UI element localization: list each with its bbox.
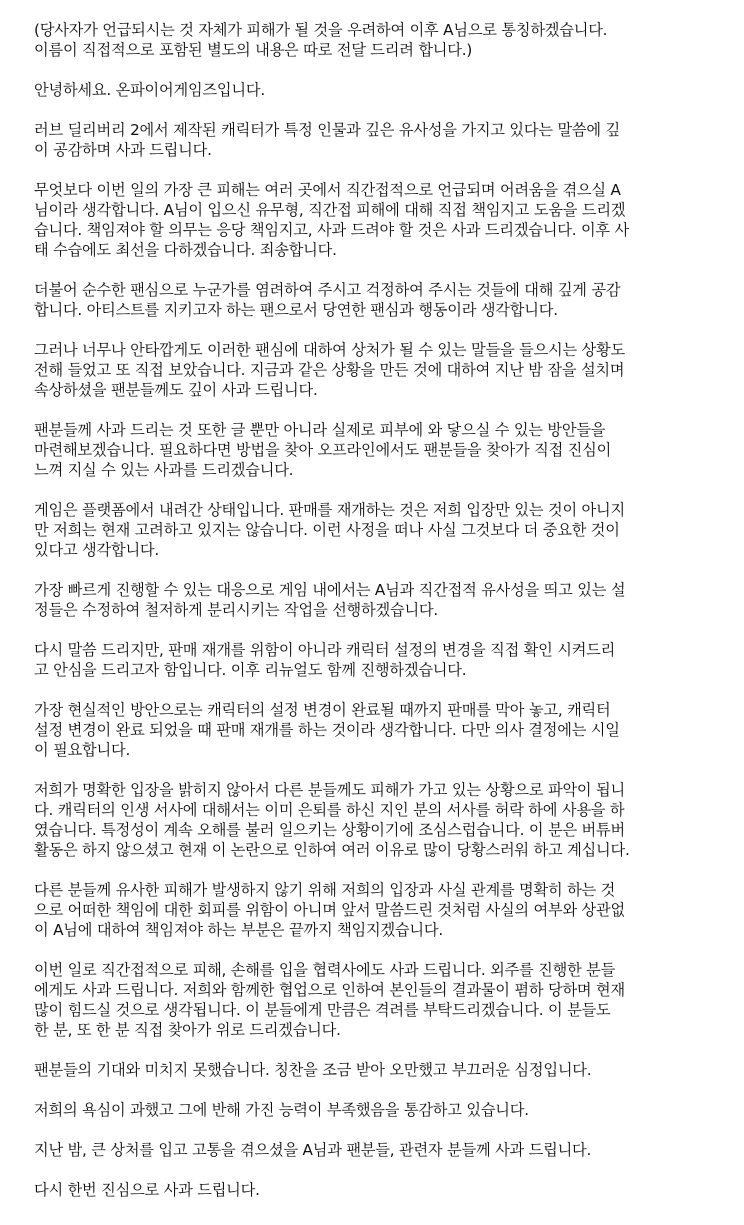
paragraph-setting-revision: 가장 빠르게 진행할 수 있는 대응으로 게임 내에서는 A님과 직간접적 유사성을 띄고 있는 설 정들은 수정하여 철저하게 분리시키는 작업을 선행하겠습니다. <box>34 581 626 619</box>
paragraph-reflection: 저희의 욕심이 과했고 그에 반해 가진 능력이 부족했음을 통감하고 있습니다. <box>34 1101 529 1119</box>
paragraph-greeting: 안녕하세요. 온파이어게임즈입니다. <box>34 81 265 99</box>
paragraph-game-status: 게임은 플랫폼에서 내려간 상태입니다. 판매를 재개하는 것은 저희 입장만 있는 것이 아니지 만 저희는 현재 고려하고 있지는 않습니다. 이런 사정을 떠나 사실 그것보다 더 중요한 것이 있다고 생각합니다. <box>34 501 625 559</box>
paragraph-expectations: 팬분들의 기대와 미치지 못했습니다. 칭찬을 조금 받아 오만했고 부끄러운 심정입니다. <box>34 1061 592 1079</box>
paragraph-responsibility: 다른 분들께 유사한 피해가 발생하지 않기 위해 저희의 입장과 사실 관계를 명확히 하는 것 으로 어떠한 책임에 대한 회피를 위함이 아니며 앞서 말씀드린 것처럼 사실의 여부와 상관없 이 A님에 대하여 책임져야 하는 부분은 끝까지 책임지겠습니다. <box>34 881 625 939</box>
paragraph-renewal: 다시 말씀 드리지만, 판매 재개를 위함이 아니라 캐릭터 설정의 변경을 직접 확인 시켜드리 고 안심을 드리고자 함입니다. 이후 리뉴얼도 함께 진행하겠습니다. <box>34 641 616 679</box>
paragraph-preface: (당사자가 언급되시는 것 자체가 피해가 될 것을 우려하여 이후 A님으로 통칭하겠습니다. 이름이 직접적으로 포함된 별도의 내용은 따로 전달 드리려 합니다.) <box>34 21 608 59</box>
paragraph-fan-apology-plan: 팬분들께 사과 드리는 것 또한 글 뿐만 아니라 실제로 피부에 와 닿으실 수 있는 방안들을 마련해보겠습니다. 필요하다면 방법을 찾아 오프라인에서도 팬분들을 찾아가 직접 진심이 느껴 지실 수 있는 사과를 드리겠습니다. <box>34 421 612 479</box>
paragraph-clarification: 저희가 명확한 입장을 밝히지 않아서 다른 분들께도 피해가 가고 있는 상황으로 파악이 됩니 다. 캐릭터의 인생 서사에 대해서는 이미 은퇴를 하신 지인 분의 서사를 허락 하에 사용을 하 였습니다. 특정성이 계속 오해를 불러 일으키는 상황이기에 조심스럽습니다. 이 분은 버튜버 활동은 하지 않으셨고 현재 이 논란으로 인하여 여러 이유로 많이 당황스러워 하고 계십니다. <box>34 781 630 859</box>
paragraph-fan-empathy: 더불어 순수한 팬심으로 누군가를 염려하여 주시고 걱정하여 주시는 것들에 대해 깊게 공감 합니다. 아티스트를 지키고자 하는 팬으로서 당연한 팬심과 행동이라 생각합니다. <box>34 281 621 319</box>
statement-document <box>34 20 734 1200</box>
paragraph-partners-apology: 이번 일로 직간접적으로 피해, 손해를 입을 협력사에도 사과 드립니다. 외주를 진행한 분들 에게도 사과 드립니다. 저희와 함께한 협업으로 인하여 본인들의 결과물이 폄하 당하며 현재 많이 힘드실 것으로 생각됩니다. 이 분들에게 만큼은 격려를 부탁드리겠습니다. 이 분들도 한 분, 또 한 분 직접 찾아가 위로 드리겠습니다. <box>34 961 625 1039</box>
paragraph-apology-intro: 러브 딜리버리 2에서 제작된 캐릭터가 특정 인물과 깊은 유사성을 가지고 있다는 말씀에 깊 이 공감하며 사과 드립니다. <box>34 121 620 159</box>
paragraph-closing: 다시 한번 진심으로 사과 드립니다. <box>34 1181 260 1199</box>
paragraph-last-night: 지난 밤, 큰 상처를 입고 고통을 겪으셨을 A님과 팬분들, 관련자 분들께 사과 드립니다. <box>34 1141 592 1159</box>
paragraph-sales-plan: 가장 현실적인 방안으로는 캐릭터의 설정 변경이 완료될 때까지 판매를 막아 놓고, 캐릭터 설정 변경이 완료 되었을 때 판매 재개를 하는 것이라 생각합니다. 다만 의사 결정에는 시일 이 필요합니다. <box>34 701 620 759</box>
paragraph-fan-hurt: 그러나 너무나 안타깝게도 이러한 팬심에 대하여 상처가 될 수 있는 말들을 들으시는 상황도 전해 들었고 또 직접 보았습니다. 지금과 같은 상황을 만든 것에 대하여 지난 밤 잠을 설치며 속상하셨을 팬분들께도 깊이 사과 드립니다. <box>34 341 625 399</box>
paragraph-victim-responsibility: 무엇보다 이번 일의 가장 큰 피해는 여러 곳에서 직간접적으로 언급되며 어려움을 겪으실 A 님이라 생각합니다. A님이 입으신 유무형, 직간접 피해에 대해 직접 책임지고 도움을 드리겠 습니다. 책임져야 할 의무는 응당 책임지고, 사과 드려야 할 것은 사과 드리겠습니다. 이후 사 태 수습에도 최선을 다하겠습니다. 죄송합니다. <box>34 181 630 259</box>
